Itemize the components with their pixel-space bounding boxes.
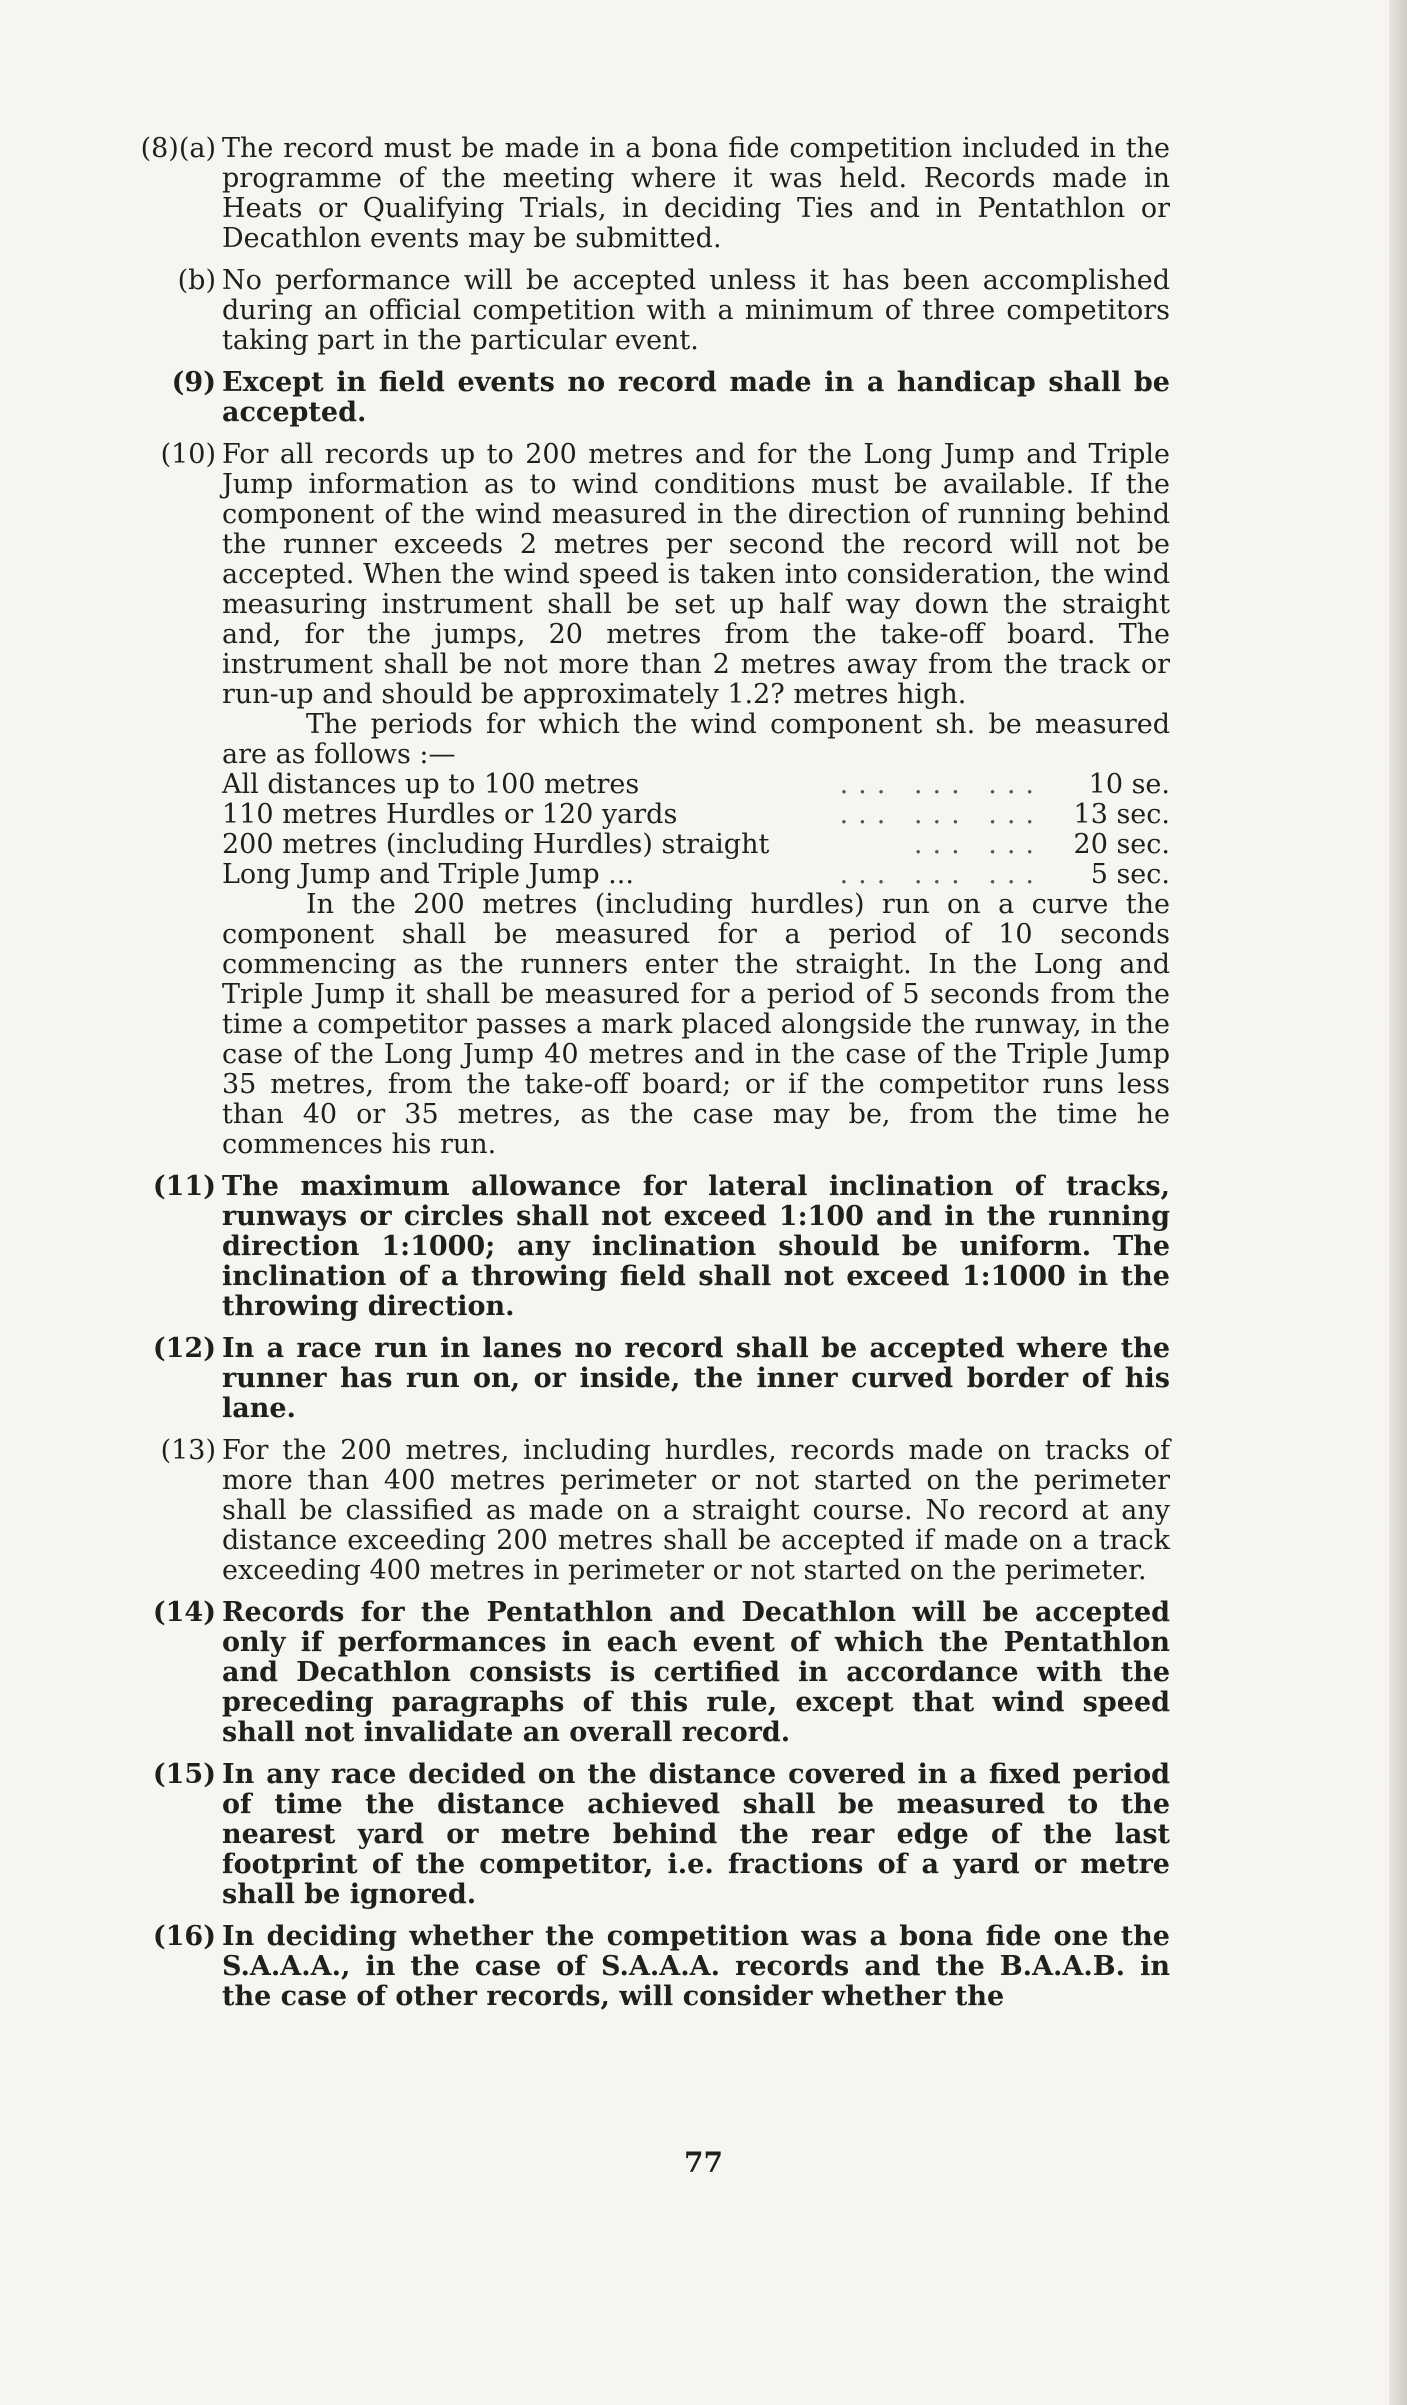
period-label: Long Jump and Triple Jump ... (222, 859, 634, 890)
leader-dots: ... ... (913, 830, 1044, 860)
clause-number: (b) (177, 265, 216, 296)
clause-number: (13) (160, 1435, 216, 1466)
period-label: 110 metres Hurdles or 120 yards (222, 799, 678, 830)
document-body (110, 134, 1170, 2024)
clause-number: (8)(a) (140, 133, 216, 164)
wind-period-list (222, 770, 1170, 890)
period-value: 10 se. (1088, 769, 1170, 800)
period-value: 5 sec. (1090, 859, 1170, 890)
clause-text: The maximum allowance for lateral inclination of tracks, runways or circles shall not exceed 1:100 and in the running direction 1:1000; any inclination should be uniform. The inclination of a throwing field shall not exceed 1:1000 in the throwing direction. (222, 1171, 1170, 1322)
clause-number: (9) (171, 367, 216, 398)
clause-text: In the 200 metres (including hurdles) run on a curve the component shall be measured for a period of 10 seconds commencing as the runners enter the straight. In the Long and Triple Jump it shall be measured for a period of 5 seconds from the time a competitor passes a mark placed alongside the runway, in the case of the Long Jump 40 metres and in the case of the Triple Jump 35 metres, from the take-off board; or if the competitor runs less than 40 or 35 metres, as the case may be, from the time he commences his run. (222, 889, 1170, 1160)
leader-dots: ... ... ... (839, 770, 1044, 800)
clause-text: The record must be made in a bona fide competition included in the programme of the meeting where it was held. Records made in Heats or Qualifying Trials, in deciding Ties and in Pentathlon or Decathlon events may be submitted. (222, 133, 1170, 254)
clause-text: Except in field events no record made in a handicap shall be accepted. (222, 367, 1170, 428)
leader-dots: ... ... ... (839, 860, 1044, 890)
wind-period-row (222, 830, 1170, 860)
clause-text: For all records up to 200 metres and for the Long Jump and Triple Jump information as to wind conditions must be available. If the component of the wind measured in the direction of running behind the runner exceeds 2 metres per second the record will not be accepted. When the wind speed is taken into consideration, the wind measuring instrument shall be set up half way down the straight and, for the jumps, 20 metres from the take-off board. The instrument shall be not more than 2 metres away from the track or run-up and should be approximately 1.2? metres high. (222, 439, 1170, 710)
clause-number: (10) (160, 439, 216, 470)
clause-text: The periods for which the wind component sh. be measured are as follows :— (222, 709, 1170, 770)
page-number: 77 (684, 2146, 723, 2179)
clause-8a (110, 134, 1170, 254)
clause-text: In deciding whether the competition was a bona fide one the S.A.A.A., in the case of S.A.A.A. records and the B.A.A.B. in the case of other records, will consider whether the (222, 1921, 1170, 2012)
clause-number: (15) (152, 1759, 216, 1790)
clause-16 (110, 1922, 1170, 2012)
clause-11 (110, 1172, 1170, 1322)
clause-text: For the 200 metres, including hurdles, records made on tracks of more than 400 metres perimeter or not started on the perimeter shall be classified as made on a straight course. No record at any distance exceeding 200 metres shall be accepted if made on a track exceeding 400 metres in perimeter or not started on the perimeter. (222, 1435, 1170, 1586)
wind-period-row (222, 860, 1170, 890)
clause-number: (14) (152, 1597, 216, 1628)
clause-number: (12) (152, 1333, 216, 1364)
wind-period-row (222, 800, 1170, 830)
clause-14 (110, 1598, 1170, 1748)
period-value: 20 sec. (1073, 829, 1170, 860)
wind-period-row (222, 770, 1170, 800)
clause-text: Records for the Pentathlon and Decathlon will be accepted only if performances in each event of which the Pentathlon and Decathlon consists is certified in accordance with the preceding paragraphs of this rule, except that wind speed shall not invalidate an overall record. (222, 1597, 1170, 1748)
clause-number: (16) (152, 1921, 216, 1952)
clause-text: No performance will be accepted unless it has been accomplished during an official competition with a minimum of three competitors taking part in the particular event. (222, 265, 1170, 356)
leader-dots: ... ... ... (839, 800, 1044, 830)
clause-15 (110, 1760, 1170, 1910)
clause-text: In a race run in lanes no record shall be accepted where the runner has run on, or inside, the inner curved border of his lane. (222, 1333, 1170, 1424)
period-value: 13 sec. (1073, 799, 1170, 830)
clause-12 (110, 1334, 1170, 1424)
clause-number: (11) (152, 1171, 216, 1202)
clause-9 (110, 368, 1170, 428)
clause-13 (110, 1436, 1170, 1586)
clause-8b (110, 266, 1170, 356)
clause-text: In any race decided on the distance covered in a fixed period of time the distance achieved shall be measured to the nearest yard or metre behind the rear edge of the last footprint of the competitor, i.e. fractions of a yard or metre shall be ignored. (222, 1759, 1170, 1910)
period-label: 200 metres (including Hurdles) straight (222, 829, 770, 860)
page-edge (1389, 0, 1407, 2405)
period-label: All distances up to 100 metres (222, 769, 640, 800)
clause-10 (110, 440, 1170, 1160)
